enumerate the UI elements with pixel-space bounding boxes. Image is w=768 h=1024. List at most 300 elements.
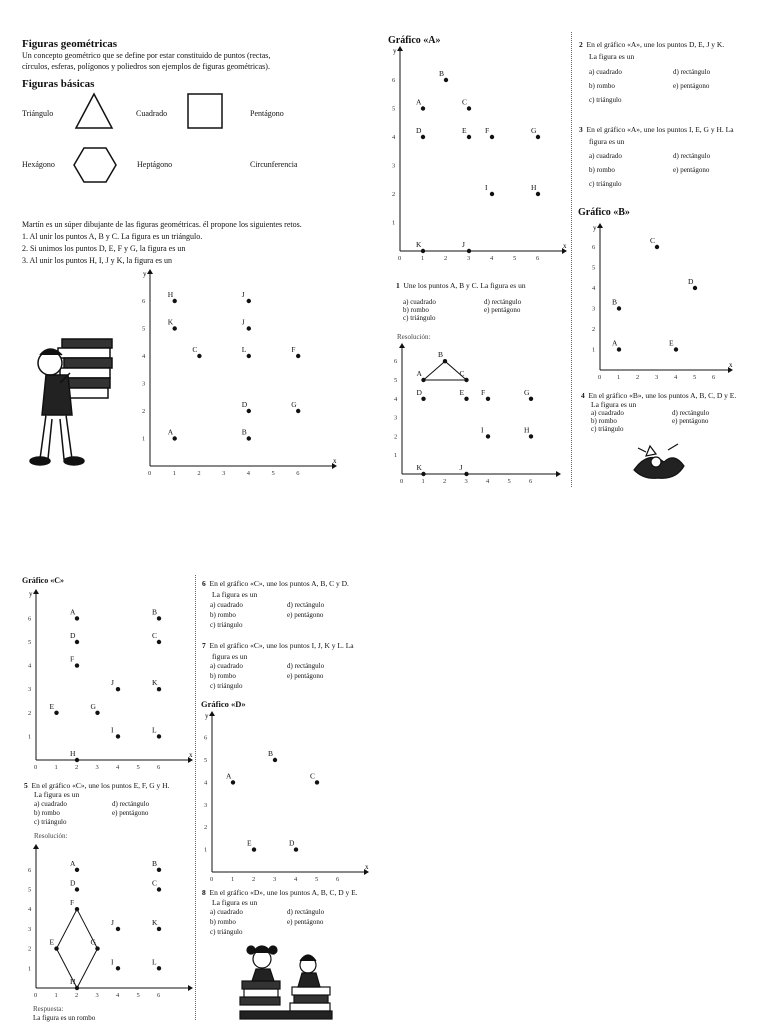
y-tick-label: 2 — [592, 326, 596, 333]
y-tick-label: 3 — [28, 925, 32, 933]
x-tick-label: 5 — [513, 255, 517, 262]
point-B — [444, 78, 448, 82]
q5-option-e[interactable]: e) pentágono — [112, 809, 149, 817]
point-label-C: C — [152, 631, 158, 640]
y-tick-label: 2 — [394, 433, 398, 441]
point-label-D: D — [289, 838, 295, 848]
point-label-L: L — [152, 725, 157, 735]
point-C — [655, 245, 659, 249]
y-tick-label: 6 — [204, 734, 208, 742]
basic-shapes-title: Figuras básicas — [22, 78, 95, 90]
point-E — [467, 135, 471, 139]
x-tick-label: 1 — [421, 255, 425, 262]
point-label-K: K — [152, 678, 158, 688]
point-label-B: B — [241, 427, 247, 437]
point-label-J: J — [111, 917, 114, 927]
point-label-A: A — [167, 427, 174, 437]
point-J — [247, 299, 251, 303]
point-label-F: F — [485, 126, 490, 135]
point-J — [464, 472, 468, 476]
point-label-K: K — [416, 463, 422, 472]
point-label-G: G — [90, 937, 96, 947]
q6-option-b[interactable]: b) rombo — [210, 611, 236, 619]
point-label-G: G — [291, 400, 297, 409]
y-tick-label: 4 — [592, 285, 596, 292]
point-J — [247, 326, 251, 330]
x-tick-label: 0 — [598, 374, 602, 381]
graph-c-title: Gráfico «C» — [22, 576, 64, 585]
q1-option-d[interactable]: d) rectángulo — [484, 298, 522, 306]
point-A — [173, 436, 177, 440]
point-E — [54, 711, 58, 715]
q2-option-a[interactable]: a) cuadrado — [589, 68, 622, 76]
point-D — [294, 847, 298, 851]
y-tick-label: 3 — [28, 686, 32, 694]
y-tick-label: 6 — [592, 244, 596, 251]
y-axis-arrow — [397, 46, 403, 51]
x-tick-label: 5 — [271, 470, 275, 477]
point-label-H: H — [524, 425, 530, 435]
x-axis-label: x — [563, 242, 567, 250]
y-axis-arrow — [147, 269, 153, 274]
q2-option-c[interactable]: c) triángulo — [589, 96, 622, 104]
point-label-J: J — [462, 240, 465, 249]
q1-option-c[interactable]: c) triángulo — [403, 314, 436, 322]
point-label-H: H — [167, 290, 174, 299]
q3-option-e[interactable]: e) pentágono — [673, 166, 710, 174]
point-D — [75, 640, 79, 644]
point-label-A: A — [612, 338, 618, 348]
q2-option-b[interactable]: b) rombo — [589, 82, 615, 90]
point-D — [421, 397, 425, 401]
x-axis-label: x — [365, 863, 369, 871]
point-label-D: D — [70, 631, 76, 640]
point-K — [157, 927, 161, 931]
point-I — [490, 192, 494, 196]
x-tick-label: 4 — [674, 374, 678, 381]
x-tick-label: 1 — [54, 764, 58, 771]
point-H — [173, 299, 177, 303]
point-K — [421, 249, 425, 253]
question-8-line2: La figura es un — [212, 898, 258, 907]
q3-option-a[interactable]: a) cuadrado — [589, 152, 622, 160]
x-tick-label: 4 — [294, 876, 298, 883]
graph-b-grid — [588, 222, 734, 384]
q8-option-c[interactable]: c) triángulo — [210, 928, 243, 936]
q2-option-e[interactable]: e) pentágono — [673, 82, 710, 90]
question-7: 7 En el gráfico «C», une los puntos I, J, K y L. La — [202, 641, 354, 650]
point-label-F: F — [70, 654, 75, 664]
y-tick-label: 4 — [204, 779, 208, 787]
graph-d-title: Gráfico «D» — [201, 699, 246, 709]
y-tick-label: 6 — [28, 866, 32, 874]
point-J — [116, 927, 120, 931]
point-label-C: C — [462, 97, 468, 107]
x-tick-label: 4 — [490, 255, 494, 262]
point-D — [247, 409, 251, 413]
y-tick-label: 3 — [142, 380, 146, 388]
point-label-K: K — [416, 240, 422, 249]
x-tick-label: 6 — [296, 470, 300, 477]
q2-option-d[interactable]: d) rectángulo — [673, 68, 711, 76]
question-8: 8 En el gráfico «D», une los puntos A, B, C, D y E. — [202, 888, 358, 897]
point-label-E: E — [462, 126, 467, 135]
point-H — [75, 986, 79, 990]
y-tick-label: 3 — [592, 305, 596, 313]
shape-label-triangle: Triángulo — [22, 109, 54, 118]
square-shape — [187, 93, 223, 129]
point-B — [157, 868, 161, 872]
point-A — [421, 378, 425, 382]
point-F — [490, 135, 494, 139]
shape-label-hexagon: Hexágono — [22, 160, 55, 169]
triangle-shape — [74, 92, 114, 130]
shape-label-square: Cuadrado — [136, 109, 168, 118]
point-label-H: H — [531, 183, 537, 192]
point-K — [421, 472, 425, 476]
x-tick-label: 0 — [34, 764, 38, 771]
question-2: 2 En el gráfico «A», une los puntos D, E, J y K. — [579, 40, 725, 49]
y-tick-label: 6 — [142, 298, 146, 305]
point-label-D: D — [688, 277, 694, 286]
x-tick-label: 5 — [507, 478, 511, 485]
q3-option-d[interactable]: d) rectángulo — [673, 152, 711, 160]
y-tick-label: 5 — [592, 264, 596, 272]
x-tick-label: 2 — [252, 876, 256, 883]
y-tick-label: 2 — [204, 824, 208, 832]
shape-label-pentagon: Pentágono — [250, 109, 284, 118]
point-label-I: I — [111, 957, 114, 967]
x-tick-label: 1 — [54, 992, 58, 999]
x-tick-label: 2 — [75, 992, 79, 999]
x-tick-label: 4 — [116, 992, 120, 999]
point-H — [536, 192, 540, 196]
q6-option-d[interactable]: d) rectángulo — [287, 601, 325, 609]
question-3-line2: figura es un — [589, 137, 625, 146]
challenge-intro: Martín es un súper dibujante de las figuras geométricas. él propone los siguientes retos. — [22, 220, 302, 229]
point-C — [157, 887, 161, 891]
point-label-B: B — [438, 350, 444, 360]
y-tick-label: 5 — [28, 886, 32, 894]
x-tick-label: 2 — [75, 764, 79, 771]
y-axis-arrow — [399, 343, 405, 348]
y-tick-label: 1 — [142, 435, 146, 443]
point-label-H: H — [70, 977, 76, 986]
point-E — [464, 397, 468, 401]
x-tick-label: 3 — [467, 255, 471, 262]
q6-option-c[interactable]: c) triángulo — [210, 621, 243, 629]
point-label-C: C — [152, 878, 158, 888]
graph-a-resolution-grid — [392, 342, 562, 485]
main-coordinate-grid — [138, 268, 338, 480]
point-A — [75, 868, 79, 872]
intro-definition-line1: Un concepto geométrico que se define por estar constituido de puntos (rectas, — [22, 51, 271, 60]
x-tick-label: 6 — [536, 255, 540, 262]
y-axis-arrow — [209, 711, 215, 716]
graph-d-grid — [200, 710, 370, 882]
x-tick-label: 0 — [34, 992, 38, 999]
q8-option-a[interactable]: a) cuadrado — [210, 908, 243, 916]
point-J — [116, 687, 120, 691]
point-G — [95, 946, 99, 950]
q7-option-b[interactable]: b) rombo — [210, 672, 236, 680]
point-label-F: F — [481, 387, 486, 397]
point-label-C: C — [192, 345, 198, 354]
y-tick-label: 1 — [28, 733, 32, 741]
question-6-line2: La figura es un — [212, 590, 258, 599]
x-tick-label: 5 — [136, 992, 140, 999]
point-label-B: B — [152, 858, 158, 868]
point-label-D: D — [70, 878, 76, 888]
cat-illustration — [628, 440, 690, 480]
point-label-K: K — [152, 917, 158, 927]
x-tick-label: 2 — [636, 374, 640, 381]
y-axis-arrow — [597, 223, 603, 228]
point-label-C: C — [650, 236, 656, 245]
x-tick-label: 5 — [693, 374, 697, 381]
point-D — [421, 135, 425, 139]
x-tick-label: 2 — [443, 478, 447, 485]
kids-reading-books-illustration — [236, 941, 336, 1021]
x-axis-arrow — [556, 471, 561, 477]
y-tick-label: 4 — [28, 662, 32, 670]
q4-option-b[interactable]: b) rombo — [591, 417, 617, 425]
point-label-B: B — [612, 297, 618, 307]
y-tick-label: 1 — [592, 346, 596, 354]
point-label-D: D — [241, 400, 248, 409]
point-label-K: K — [167, 317, 174, 327]
point-label-A: A — [416, 97, 422, 107]
x-tick-label: 6 — [529, 478, 533, 485]
point-label-L: L — [152, 957, 157, 967]
x-axis-label: x — [333, 457, 337, 465]
shape-label-circle: Circunferencia — [250, 160, 298, 169]
q8-option-e[interactable]: e) pentágono — [287, 918, 324, 926]
q8-option-b[interactable]: b) rombo — [210, 918, 236, 926]
q7-option-c[interactable]: c) triángulo — [210, 682, 243, 690]
y-tick-label: 1 — [28, 965, 32, 973]
hexagon-shape — [72, 146, 118, 184]
x-tick-label: 4 — [486, 478, 490, 485]
shape-label-heptagon: Heptágono — [137, 160, 173, 169]
y-tick-label: 6 — [28, 615, 32, 623]
point-label-A: A — [416, 369, 422, 378]
point-B — [273, 758, 277, 762]
point-label-B: B — [439, 69, 445, 78]
y-tick-label: 3 — [204, 801, 208, 809]
q7-option-e[interactable]: e) pentágono — [287, 672, 324, 680]
point-label-D: D — [416, 126, 422, 135]
point-label-E: E — [669, 338, 674, 348]
x-tick-label: 0 — [148, 470, 152, 477]
point-label-L: L — [241, 345, 247, 354]
x-tick-label: 3 — [655, 374, 659, 381]
challenge-item-1: 1. Al unir los puntos A, B y C. La figura es un triángulo. — [22, 232, 203, 241]
q3-option-b[interactable]: b) rombo — [589, 166, 615, 174]
y-axis-label: y — [593, 224, 597, 232]
graph-a-resolution-caption: Resolución: — [397, 333, 431, 341]
y-axis-arrow — [33, 844, 39, 849]
q1-option-e[interactable]: e) pentágono — [484, 306, 521, 314]
graph-a-grid — [390, 45, 568, 265]
point-label-C: C — [310, 771, 316, 781]
graph-c-grid — [26, 588, 194, 771]
question-7-line2: figura es un — [212, 652, 248, 661]
challenge-item-2: 2. Si unimos los puntos D, E, F y G, la figura es un — [22, 244, 186, 253]
graph-b-title: Gráfico «B» — [578, 207, 630, 218]
point-F — [486, 397, 490, 401]
point-F — [75, 907, 79, 911]
point-G — [296, 409, 300, 413]
point-A — [75, 616, 79, 620]
point-C — [197, 354, 201, 358]
q7-option-d[interactable]: d) rectángulo — [287, 662, 325, 670]
y-tick-label: 5 — [28, 639, 32, 646]
question-2-line2: La figura es un — [589, 52, 635, 61]
point-J — [467, 249, 471, 253]
y-tick-label: 2 — [28, 709, 32, 717]
y-axis-label: y — [393, 47, 397, 55]
point-H — [529, 434, 533, 438]
y-tick-label: 3 — [392, 162, 396, 170]
q5-option-c[interactable]: c) triángulo — [34, 818, 67, 826]
point-label-J: J — [111, 678, 114, 688]
x-axis-arrow — [188, 985, 193, 991]
question-6: 6 En el gráfico «C», une los puntos A, B, C y D. — [202, 579, 349, 588]
y-tick-label: 3 — [394, 414, 398, 422]
q5-option-a[interactable]: a) cuadrado — [34, 800, 67, 808]
q6-option-e[interactable]: e) pentágono — [287, 611, 324, 619]
q6-option-a[interactable]: a) cuadrado — [210, 601, 243, 609]
point-C — [157, 640, 161, 644]
point-A — [421, 106, 425, 110]
point-label-E: E — [49, 937, 55, 947]
point-label-F: F — [291, 345, 296, 354]
point-B — [157, 616, 161, 620]
y-tick-label: 1 — [204, 846, 208, 854]
q5-option-b[interactable]: b) rombo — [34, 809, 60, 817]
y-axis-label: y — [29, 590, 33, 598]
x-axis-label: x — [729, 361, 733, 369]
point-I — [116, 966, 120, 970]
point-label-E: E — [247, 838, 252, 848]
point-label-G: G — [524, 387, 530, 397]
x-tick-label: 4 — [246, 470, 251, 477]
column-divider-bottom — [195, 575, 196, 1020]
y-tick-label: 5 — [204, 757, 208, 764]
question-3: 3 En el gráfico «A», une los puntos I, E, G y H. La — [579, 125, 734, 134]
x-tick-label: 1 — [617, 374, 621, 381]
y-tick-label: 2 — [392, 191, 396, 198]
graph-a-title: Gráfico «A» — [388, 35, 441, 46]
point-label-I: I — [485, 183, 488, 192]
point-label-J: J — [459, 463, 463, 472]
point-label-I: I — [111, 725, 114, 735]
x-tick-label: 6 — [157, 764, 161, 771]
x-tick-label: 6 — [712, 374, 716, 381]
q4-option-d[interactable]: d) rectángulo — [672, 409, 710, 417]
graph-c-resolution-grid — [26, 843, 194, 999]
x-tick-label: 3 — [273, 876, 277, 883]
point-label-B: B — [268, 749, 274, 758]
point-label-J: J — [241, 290, 245, 299]
q3-option-c[interactable]: c) triángulo — [589, 180, 622, 188]
point-H — [75, 758, 79, 762]
y-axis-label: y — [205, 712, 209, 720]
q7-option-a[interactable]: a) cuadrado — [210, 662, 243, 670]
y-tick-label: 4 — [392, 134, 396, 141]
point-L — [157, 734, 161, 738]
point-G — [529, 397, 533, 401]
answer-label: Respuesta: — [33, 1005, 64, 1013]
q4-option-a[interactable]: a) cuadrado — [591, 409, 624, 417]
y-tick-label: 1 — [392, 219, 396, 227]
point-label-I: I — [481, 425, 484, 435]
point-E — [674, 347, 678, 351]
question-4-line2: La figura es un — [591, 400, 637, 409]
point-E — [252, 847, 256, 851]
point-G — [536, 135, 540, 139]
x-tick-label: 2 — [444, 255, 448, 262]
x-axis-label: x — [189, 751, 193, 759]
point-F — [75, 663, 79, 667]
q5-option-d[interactable]: d) rectángulo — [112, 800, 150, 808]
q1-option-a[interactable]: a) cuadrado — [403, 298, 436, 306]
y-tick-label: 5 — [394, 377, 398, 384]
x-tick-label: 6 — [336, 876, 340, 883]
x-tick-label: 5 — [136, 764, 140, 771]
q4-option-c[interactable]: c) triángulo — [591, 425, 624, 433]
y-tick-label: 1 — [394, 452, 398, 460]
point-B — [247, 436, 251, 440]
y-tick-label: 5 — [142, 325, 146, 333]
y-axis-arrow — [33, 589, 39, 594]
question-4: 4 En el gráfico «B», une los puntos A, B, C, D y E. — [581, 391, 737, 400]
y-tick-label: 4 — [142, 353, 146, 360]
q1-option-b[interactable]: b) rombo — [403, 306, 429, 314]
point-A — [231, 780, 235, 784]
q4-option-e[interactable]: e) pentágono — [672, 417, 709, 425]
point-label-A: A — [226, 771, 232, 781]
y-axis-label: y — [143, 270, 147, 278]
x-tick-label: 3 — [464, 478, 468, 485]
point-label-E: E — [459, 387, 465, 397]
graph-c-resolution-caption: Resolución: — [34, 832, 68, 840]
point-C — [464, 378, 468, 382]
intro-title: Figuras geométricas — [22, 38, 117, 50]
intro-definition-line2: círculos, esferas, polígonos y poliedros son ejemplos de figuras geométricas). — [22, 62, 270, 71]
y-tick-label: 6 — [394, 358, 398, 366]
point-label-D: D — [416, 387, 422, 397]
point-C — [315, 780, 319, 784]
point-K — [173, 326, 177, 330]
point-G — [95, 711, 99, 715]
q8-option-d[interactable]: d) rectángulo — [287, 908, 325, 916]
column-divider — [571, 32, 572, 487]
x-tick-label: 4 — [116, 764, 120, 771]
point-label-J: J — [241, 317, 245, 327]
point-label-A: A — [70, 607, 76, 617]
y-tick-label: 5 — [392, 105, 396, 113]
y-tick-label: 2 — [142, 408, 146, 415]
x-tick-label: 1 — [172, 470, 176, 477]
point-label-A: A — [70, 858, 76, 868]
point-label-B: B — [152, 607, 158, 617]
x-tick-label: 3 — [222, 470, 226, 477]
point-I — [486, 434, 490, 438]
point-C — [467, 106, 471, 110]
point-label-C: C — [459, 369, 465, 378]
